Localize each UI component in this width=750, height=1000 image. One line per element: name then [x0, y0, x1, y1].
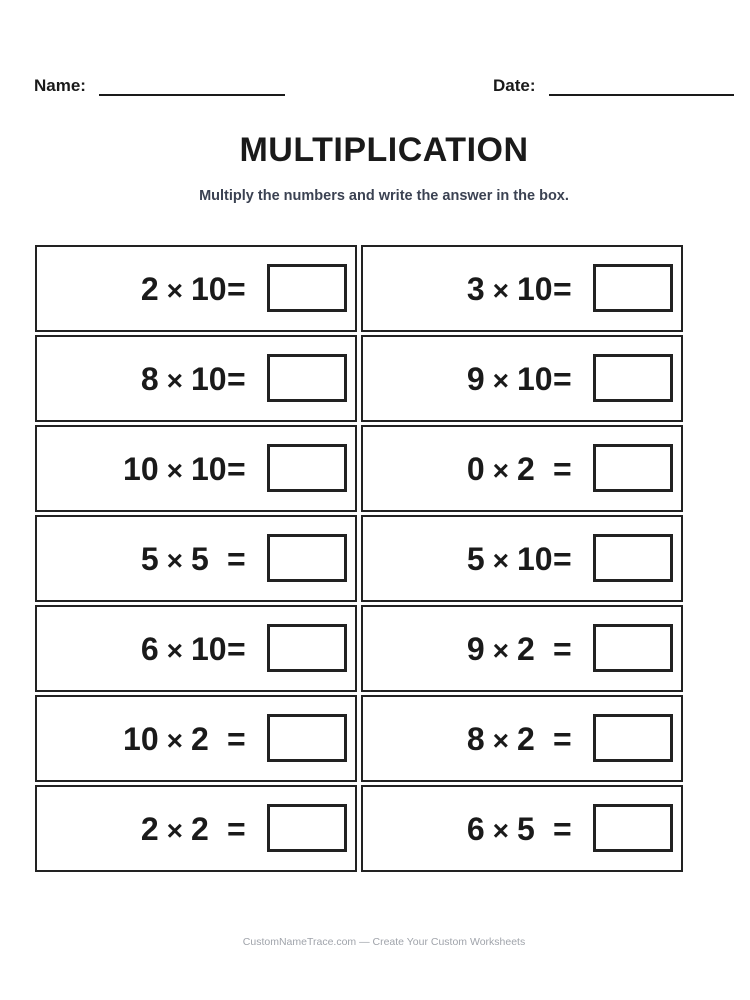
equals-sign: =: [553, 720, 572, 757]
answer-box[interactable]: [267, 354, 347, 402]
expression: [397, 270, 557, 307]
answer-box[interactable]: [593, 444, 673, 492]
multiply-sign: ×: [492, 724, 509, 756]
date-label: Date:: [493, 76, 536, 95]
second-factor: 5: [517, 810, 535, 847]
answer-box[interactable]: [593, 714, 673, 762]
first-factor: 5: [140, 540, 159, 577]
answer-box[interactable]: [267, 444, 347, 492]
header-row: [34, 76, 736, 96]
problem-cell: [361, 695, 683, 782]
second-factor: 2: [517, 630, 535, 667]
answer-box[interactable]: [267, 534, 347, 582]
equals-sign: =: [227, 810, 246, 847]
multiply-sign: ×: [166, 544, 183, 576]
first-factor: 5: [466, 540, 485, 577]
expression: [71, 810, 231, 847]
first-factor: 9: [466, 630, 485, 667]
answer-box[interactable]: [267, 264, 347, 312]
problem-cell: [35, 785, 357, 872]
first-factor: 0: [466, 450, 485, 487]
first-factor: 6: [140, 630, 159, 667]
equals-sign: =: [227, 360, 246, 397]
multiply-sign: ×: [166, 274, 183, 306]
expression: [71, 360, 231, 397]
expression: [397, 360, 557, 397]
multiply-sign: ×: [492, 814, 509, 846]
first-factor: 9: [466, 360, 485, 397]
answer-box[interactable]: [267, 624, 347, 672]
multiply-sign: ×: [492, 274, 509, 306]
problem-cell: [35, 695, 357, 782]
multiply-sign: ×: [492, 544, 509, 576]
first-factor: 8: [140, 360, 159, 397]
answer-box[interactable]: [267, 804, 347, 852]
problem-cell: [361, 785, 683, 872]
first-factor: 10: [123, 720, 159, 757]
equals-sign: =: [553, 810, 572, 847]
first-factor: 2: [140, 270, 159, 307]
first-factor: 6: [466, 810, 485, 847]
expression: [71, 270, 231, 307]
date-write-line: [549, 80, 734, 96]
multiply-sign: ×: [166, 634, 183, 666]
expression: [397, 720, 557, 757]
expression: [397, 630, 557, 667]
multiply-sign: ×: [166, 364, 183, 396]
first-factor: 10: [123, 450, 159, 487]
multiply-sign: ×: [166, 724, 183, 756]
equals-sign: =: [553, 450, 572, 487]
answer-box[interactable]: [593, 264, 673, 312]
second-factor: 10: [517, 360, 553, 397]
problem-cell: [35, 335, 357, 422]
date-field: [493, 76, 734, 96]
answer-box[interactable]: [593, 534, 673, 582]
problem-cell: [35, 605, 357, 692]
second-factor: 10: [517, 540, 553, 577]
problem-cell: [361, 515, 683, 602]
problem-cell: [35, 515, 357, 602]
equals-sign: =: [553, 630, 572, 667]
page-title: MULTIPLICATION: [239, 131, 529, 169]
problem-cell: [35, 425, 357, 512]
equals-sign: =: [553, 270, 572, 307]
problem-grid: [35, 245, 683, 872]
problem-cell: [35, 245, 357, 332]
expression: [71, 720, 231, 757]
problem-cell: [361, 335, 683, 422]
second-factor: 2: [517, 450, 535, 487]
second-factor: 10: [191, 360, 227, 397]
second-factor: 10: [517, 270, 553, 307]
answer-box[interactable]: [267, 714, 347, 762]
equals-sign: =: [227, 270, 246, 307]
expression: [71, 540, 231, 577]
name-field: [34, 76, 285, 96]
expression: [397, 810, 557, 847]
equals-sign: =: [553, 360, 572, 397]
name-write-line: [99, 80, 285, 96]
first-factor: 8: [466, 720, 485, 757]
second-factor: 10: [191, 450, 227, 487]
expression: [397, 540, 557, 577]
second-factor: 5: [191, 540, 209, 577]
expression: [397, 450, 557, 487]
first-factor: 2: [140, 810, 159, 847]
answer-box[interactable]: [593, 804, 673, 852]
name-label: Name:: [34, 76, 86, 95]
footer-credit: CustomNameTrace.com — Create Your Custom Worksheets: [242, 936, 526, 948]
second-factor: 10: [191, 270, 227, 307]
equals-sign: =: [553, 540, 572, 577]
multiply-sign: ×: [492, 634, 509, 666]
second-factor: 2: [191, 720, 209, 757]
instructions: Multiply the numbers and write the answer in the box.: [199, 188, 569, 204]
second-factor: 2: [517, 720, 535, 757]
multiply-sign: ×: [492, 454, 509, 486]
multiply-sign: ×: [166, 814, 183, 846]
answer-box[interactable]: [593, 354, 673, 402]
equals-sign: =: [227, 450, 246, 487]
first-factor: 3: [466, 270, 485, 307]
multiply-sign: ×: [166, 454, 183, 486]
problem-cell: [361, 245, 683, 332]
second-factor: 10: [191, 630, 227, 667]
problem-cell: [361, 425, 683, 512]
expression: [71, 630, 231, 667]
equals-sign: =: [227, 720, 246, 757]
equals-sign: =: [227, 540, 246, 577]
equals-sign: =: [227, 630, 246, 667]
multiply-sign: ×: [492, 364, 509, 396]
problem-cell: [361, 605, 683, 692]
expression: [71, 450, 231, 487]
answer-box[interactable]: [593, 624, 673, 672]
second-factor: 2: [191, 810, 209, 847]
